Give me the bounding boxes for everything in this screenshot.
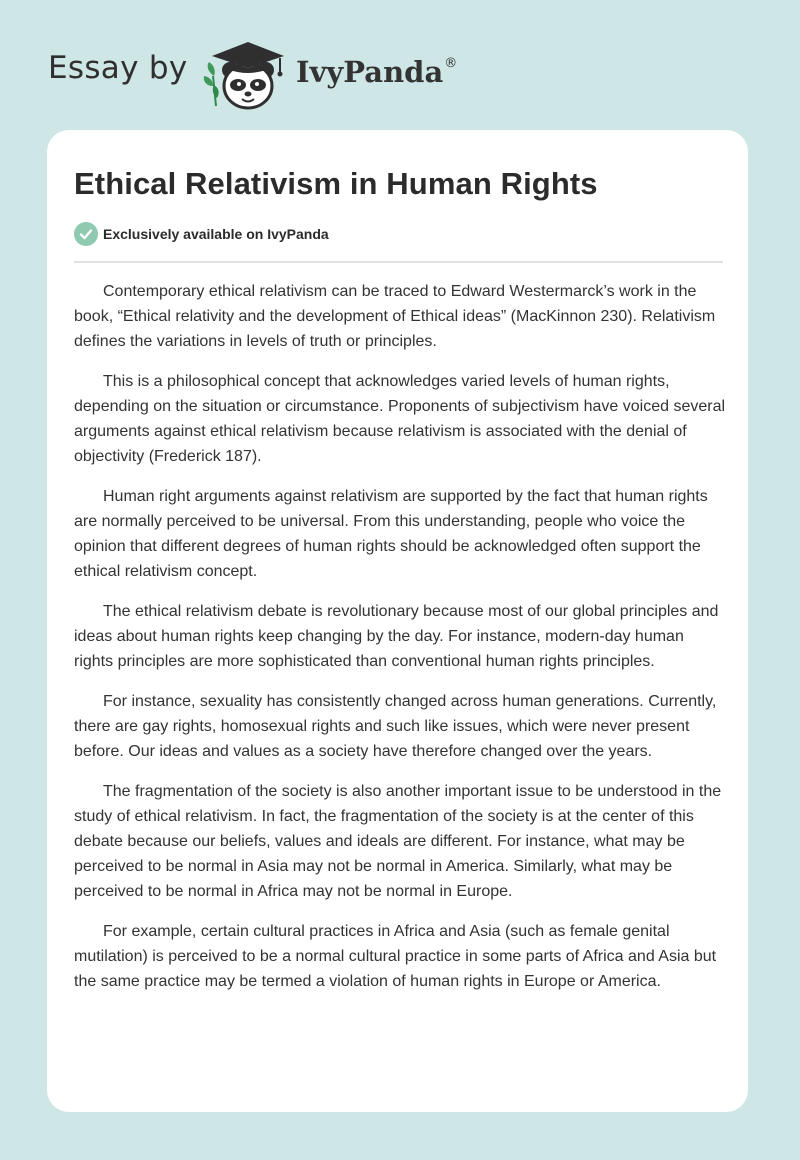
ivypanda-brand-name[interactable]	[296, 55, 457, 89]
essay-by-label: Essay by	[48, 50, 188, 86]
exclusive-badge-label: Exclusively available on IvyPanda	[103, 226, 329, 242]
paragraph: The ethical relativism debate is revolutionary because most of our global principles and ideas about human rights keep changing by the day. For instance, modern-day human rights principles are more sophisticated than conventional human rights principles.	[74, 603, 719, 670]
panda-graduation-cap-logo-icon[interactable]	[200, 36, 296, 112]
registered-mark: ®	[444, 56, 458, 71]
paragraph: For example, certain cultural practices in Africa and Asia (such as female genital mutilation) is perceived to be a normal cultural practice in some parts of Africa and Asia but the same practice may be termed a violation of human rights in Europe or America.	[74, 923, 717, 990]
paragraph: The fragmentation of the society is also another important issue to be understood in the study of ethical relativism. In fact, the fragmentation of the society is at the center of this debate because our beliefs, values and ideals are different. For instance, what may be perceived to be normal in Asia may not be normal in America. Similarly, what may be perceived to be normal in Africa may not be normal in Europe.	[74, 783, 722, 900]
paragraph: This is a philosophical concept that acknowledges varied levels of human rights, depending on the situation or circumstance. Proponents of subjectivism have voiced several arguments against ethical relativism because relativism is associated with the denial of objectivity (Frederick 187).	[74, 373, 726, 465]
essay-body	[74, 279, 726, 1009]
paragraph: Contemporary ethical relativism can be traced to Edward Westermarck’s work in the book, “Ethical relativity and the development of Ethical ideas” (MacKinnon 230). Relativism defines the variations in levels of truth or principles.	[74, 283, 716, 350]
exclusive-badge	[74, 222, 329, 246]
site-header	[0, 0, 800, 130]
title-divider	[74, 261, 723, 263]
brand-text: IvyPanda	[296, 55, 444, 89]
paragraph: Human right arguments against relativism are supported by the fact that human rights are normally perceived to be universal. From this understanding, people who voice the opinion that different degrees of human rights should be acknowledged often support the ethical relativism concept.	[74, 488, 708, 580]
essay-title: Ethical Relativism in Human Rights	[74, 166, 598, 201]
paragraph: For instance, sexuality has consistently changed across human generations. Currently, there are gay rights, homosexual rights and such like issues, which were never present before. Our ideas and values as a society have therefore changed over the years.	[74, 693, 717, 760]
check-circle-icon	[74, 222, 98, 246]
essay-card	[47, 130, 748, 1112]
